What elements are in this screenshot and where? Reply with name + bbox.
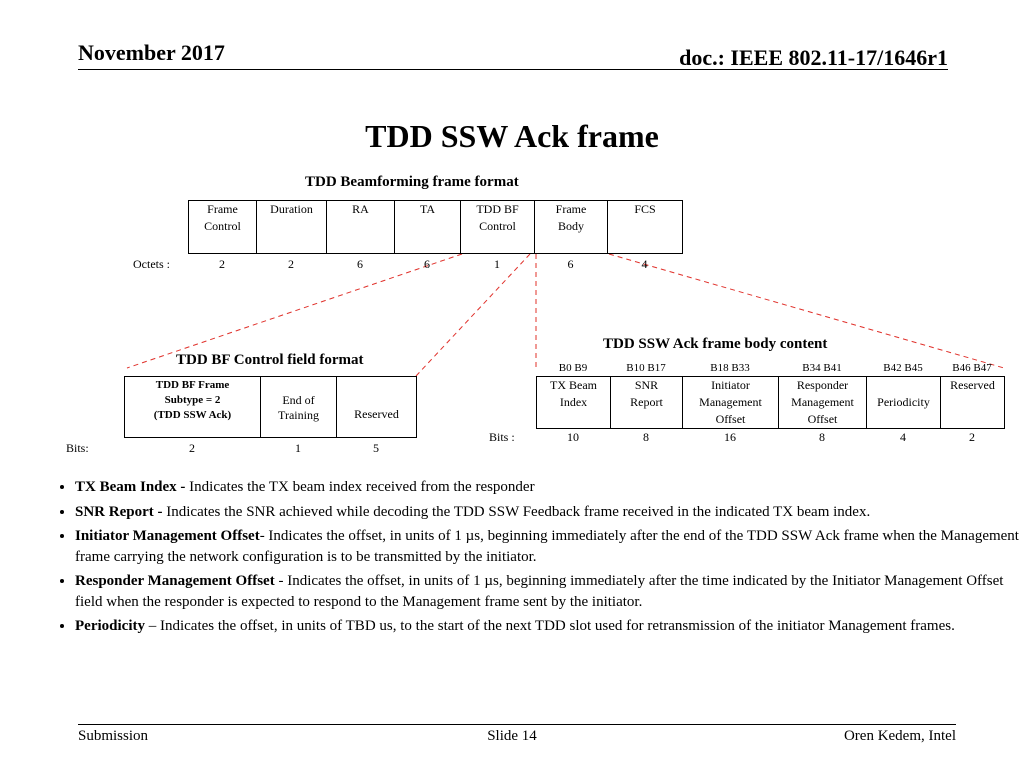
bullet-text: - Indicates the offset, in units of 1 µs, beginning immediately after the end of the TDD SSW Ack frame when the Management frame carrying the network configuration is to be transmitted by the initiator. (75, 528, 1019, 565)
bf-control-field-end-of-training (261, 377, 337, 438)
bf-field-label: TDD BF Control (476, 202, 519, 233)
ack-field-responder-mgmt-offset (779, 377, 867, 429)
bullet-term: TX Beam Index - (75, 479, 186, 495)
ack-bits-value: 2 (969, 430, 975, 444)
slide-title: TDD SSW Ack frame (365, 118, 659, 154)
bf-field-label: RA (352, 202, 369, 216)
bit-range: B46 B47 (952, 362, 992, 374)
header-date: November 2017 (78, 40, 225, 65)
bullet-responder-mgmt-offset (75, 571, 1020, 612)
bf-field-label: Frame Body (555, 202, 587, 233)
ack-field-label: Periodicity (877, 395, 930, 409)
ack-field-tx-beam-index (537, 377, 611, 429)
bullet-term: Initiator Management Offset (75, 528, 260, 544)
octets-label: Octets : (133, 257, 170, 271)
bf-field-label: Frame Control (204, 202, 241, 233)
ack-bits-value: 16 (724, 430, 736, 444)
footer-author: Oren Kedem, Intel (843, 728, 956, 744)
bit-range: B18 B33 (710, 362, 750, 374)
ack-field-label: Responder Management Offset (791, 378, 854, 426)
bf-control-field-label: TDD BF Frame Subtype = 2 (TDD SSW Ack) (153, 379, 232, 421)
bits-value: 1 (295, 441, 301, 455)
ack-field-reserved (941, 377, 1005, 429)
ack-field-label: TX Beam Index (550, 378, 597, 409)
bf-field-duration (257, 201, 327, 254)
bullet-term: SNR Report - (75, 503, 163, 520)
bullet-periodicity (75, 616, 1020, 637)
bf-field-ra (327, 201, 395, 254)
bullet-text: Indicates the SNR achieved while decoding the TDD SSW Feedback frame received in the indicated TX beam index. (162, 503, 871, 520)
ack-bits-label: Bits : (489, 430, 515, 444)
ack-field-snr-report (611, 377, 683, 429)
bit-range: B34 B41 (802, 362, 842, 374)
bf-control-field-label: Reserved (354, 407, 399, 421)
bits-label: Bits: (66, 441, 89, 455)
header-doc-id: doc.: IEEE 802.11-17/1646r1 (679, 45, 948, 70)
bf-field-fcs (608, 201, 683, 254)
octets-value: 6 (357, 257, 363, 271)
bf-field-label: TA (419, 202, 436, 216)
footer-slide-number: Slide 14 (487, 728, 537, 744)
bf-control-field-reserved (337, 377, 417, 438)
bit-range: B10 B17 (626, 362, 666, 374)
ack-field-label: Reserved (950, 378, 995, 392)
bullet-tx-beam-index (75, 477, 1020, 498)
ack-body-table (536, 376, 1005, 429)
bf-frame-table (188, 200, 683, 254)
ack-bits-value: 8 (819, 430, 825, 444)
bf-control-field-subtype (125, 377, 261, 438)
bf-field-tdd-bf-control (461, 201, 535, 254)
ack-field-label: Initiator Management Offset (699, 378, 762, 426)
bullet-text: Indicates the TX beam index received from the responder (185, 479, 535, 495)
ack-field-initiator-mgmt-offset (683, 377, 779, 429)
octets-value: 6 (567, 257, 574, 271)
bf-field-label: FCS (634, 202, 656, 216)
bullet-text: - Indicates the offset, in units of 1 µs, beginning immediately after the time indicated by the Initiator Management Offset field when the responder is expected to respond to the Management frame sent by the initiator. (75, 573, 1004, 610)
bf-control-table (124, 376, 417, 438)
octets-value: 1 (494, 257, 500, 271)
octets-value: 2 (219, 257, 225, 271)
octets-value: 2 (288, 257, 294, 271)
connector-bf-right (416, 254, 530, 376)
bullet-text: – Indicates the offset, in units of TBD us, to the start of the next TDD slot used for retransmission of the initiator Management frames. (144, 618, 955, 634)
bits-value: 2 (189, 441, 195, 455)
ack-bits-value: 10 (567, 430, 579, 444)
octets-value: 6 (424, 257, 430, 271)
bullet-term: Periodicity (75, 618, 145, 634)
field-descriptions (55, 477, 1020, 641)
bf-control-field-label: End of Training (278, 393, 319, 422)
octets-value: 4 (641, 257, 648, 271)
bullet-snr-report (75, 502, 1020, 523)
bit-range: B42 B45 (883, 362, 923, 374)
ack-bits-value: 8 (643, 430, 649, 444)
bullet-term: Responder Management Offset (75, 573, 275, 589)
bullet-initiator-mgmt-offset (75, 526, 1020, 567)
ack-field-label: SNR Report (630, 378, 663, 409)
bf-control-caption: TDD BF Control field format (176, 352, 364, 368)
ack-body-caption: TDD SSW Ack frame body content (603, 336, 828, 352)
bf-field-ta (395, 201, 461, 254)
bf-frame-caption: TDD Beamforming frame format (305, 174, 519, 190)
footer-rule (78, 724, 956, 725)
bf-field-frame-body (535, 201, 608, 254)
bits-value: 5 (373, 441, 379, 455)
bit-range: B0 B9 (558, 362, 588, 374)
bf-field-frame-control (189, 201, 257, 254)
footer-submission: Submission (78, 728, 149, 744)
ack-bits-value: 4 (900, 430, 906, 444)
ack-field-periodicity (867, 377, 941, 429)
bf-field-label: Duration (270, 202, 313, 216)
